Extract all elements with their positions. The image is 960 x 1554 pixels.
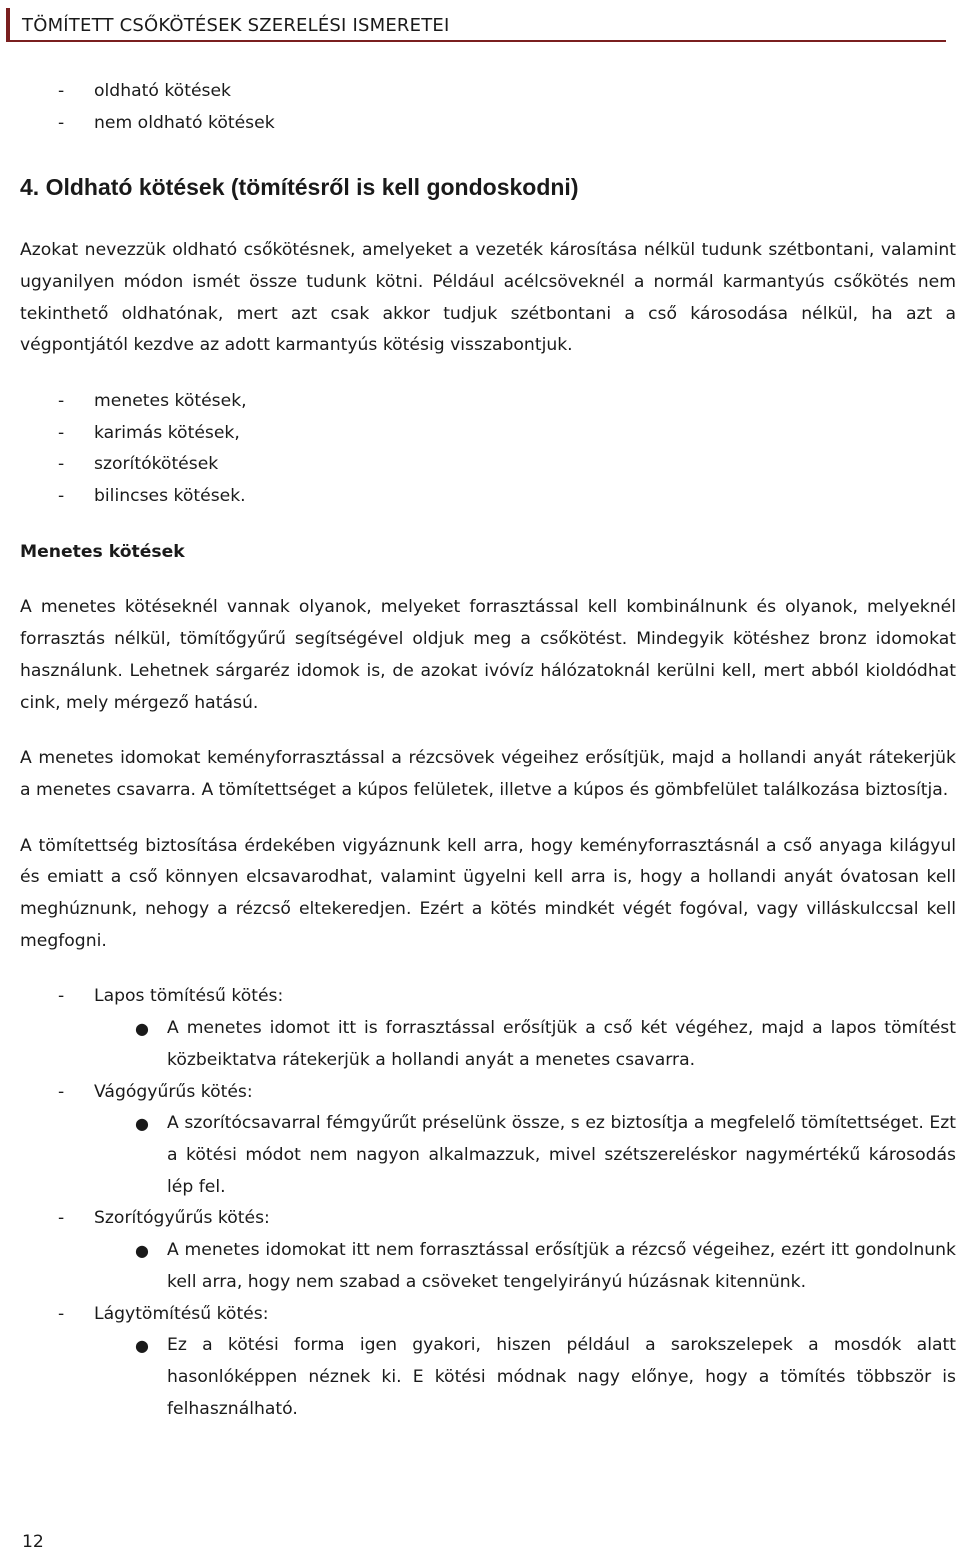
page-header <box>6 8 946 42</box>
list-item: - menetes kötések, <box>58 390 247 411</box>
bullet-icon: ● <box>135 1114 149 1134</box>
list-item: ● A menetes idomot itt is forrasztással erősítjük a cső két végéhez, majd a lapos tömítést közbeiktatva rátekerjük a hollandi anyát a menetes csavarra. <box>20 1013 956 1076</box>
page-content <box>20 76 956 1425</box>
header-title: TÖMÍTETT CSŐKÖTÉSEK SZERELÉSI ISMERETEI <box>22 15 450 36</box>
list-item: - szorítókötések <box>58 454 219 475</box>
list-item: ● A szorítócsavarral fémgyűrűt préselünk össze, s ez biztosítja a megfelelő tömítettséget. Ezt a kötési módot nem nagyon alkalmazzuk, mivel szétszereléskor nagymértékű károsodás lép fel. <box>20 1108 956 1203</box>
page-number: 12 <box>22 1532 44 1552</box>
paragraph: Azokat nevezzük oldható csőkötésnek, amelyeket a vezeték károsítása nélkül tudunk szétbontani, valamint ugyanilyen módon ismét össze tudunk kötni. Például acélcsöveknél a normál karmantyús csőkötés nem tekinthető oldhatónak, mert azt csak akkor tudjuk szétbontani a cső károsodása nélkül, ha azt a végpontjától kezdve az adott karmantyús kötésig visszabontjuk. <box>20 240 956 356</box>
list-item: - Lágytömítésű kötés: <box>58 1303 269 1324</box>
list-item: - karimás kötések, <box>58 422 240 443</box>
subsection-heading: Menetes kötések <box>20 541 185 562</box>
bullet-icon: ● <box>135 1336 149 1356</box>
list-item: - Vágógyűrűs kötés: <box>58 1081 253 1102</box>
bullet-icon: ● <box>135 1019 149 1039</box>
bullet-icon: ● <box>135 1241 149 1261</box>
joint-types-list <box>20 386 956 513</box>
threaded-joint-types <box>20 981 956 1425</box>
list-item: ● A menetes idomokat itt nem forrasztással erősítjük a rézcső végeihez, ezért itt gondolnunk kell arra, hogy nem szabad a csöveket tengelyirányú húzásnak kitennünk. <box>20 1235 956 1298</box>
list-item: - bilincses kötések. <box>58 486 246 507</box>
list-item: - oldható kötések <box>58 81 231 101</box>
paragraph: A tömítettség biztosítása érdekében vigyáznunk kell arra, hogy keményforrasztásnál a cső anyaga kilágyul és emiatt a cső könnyen elcsavarodhat, valamint ügyelni kell arra is, hogy a hollandi anyát óvatosan kell meghúznunk, nehogy a rézcső eltekeredjen. Ezért a kötés mindkét végét fogóval, vagy villáskulccsal kell megfogni. <box>20 835 956 951</box>
list-item: - Szorítógyűrűs kötés: <box>58 1208 270 1229</box>
paragraph: A menetes idomokat keményforrasztással a rézcsövek végeihez erősítjük, majd a hollandi anyát rátekerjük a menetes csavarra. A tömítettséget a kúpos felületek, illetve a kúpos és gömbfelület találkozása biztosítja. <box>20 748 956 800</box>
list-item: ● Ez a kötési forma igen gyakori, hiszen például a sarokszelepek a mosdók alatt hasonlóképpen néznek ki. E kötési módnak nagy előnye, hogy a tömítés többször is felhasználható. <box>20 1330 956 1425</box>
section-heading: 4. Oldható kötések (tömítésről is kell gondoskodni) <box>20 174 579 201</box>
paragraph: A menetes kötéseknél vannak olyanok, melyeket forrasztással kell kombinálnunk és olyanok, melyeknél forrasztás nélkül, tömítőgyűrű segítségével oldjuk meg a csőkötést. Mindegyik kötéshez bronz idomokat használunk. Lehetnek sárgaréz idomok is, de azokat ivóvíz hálózatoknál kerülni kell, mert abból kioldódhat cink, mely mérgező hatású. <box>20 597 956 713</box>
list-item: - Lapos tömítésű kötés: <box>58 986 284 1007</box>
list-item: - nem oldható kötések <box>58 112 275 133</box>
intro-list <box>20 76 956 139</box>
